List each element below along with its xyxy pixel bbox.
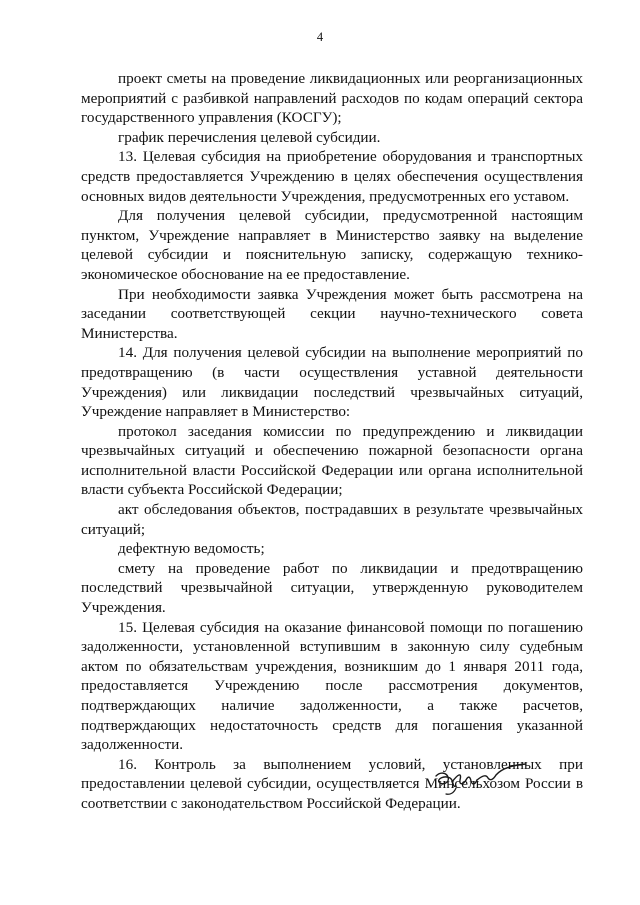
paragraph-clause-13-council: При необходимости заявка Учреждения может быть рассмотрена на заседании соответствующей секции научно-технического совета Министерства.	[81, 285, 583, 342]
paragraph-clause-14: 14. Для получения целевой субсидии на выполнение мероприятий по предотвращению (в части осуществления уставной деятельности Учреждения) или ликвидации последствий чрезвычайных ситуаций, Учреждение направляет в Министерство:	[81, 344, 583, 421]
paragraph-defect-list: дефектную ведомость;	[118, 540, 265, 558]
paragraph-transfer-schedule: график перечисления целевой субсидии.	[118, 128, 381, 146]
paragraph-clause-16: 16. Контроль за выполнением условий, установленных при предоставлении целевой субсидии, осуществляется Минсельхозом России в соответствии с законодательством Российской Федерации.	[81, 755, 583, 812]
paragraph-smeta-project: проект сметы на проведение ликвидационных или реорганизационных мероприятий с разбивкой направлений расходов по кодам операций сектора государственного управления (КОСГУ);	[81, 70, 583, 127]
paragraph-clause-15: 15. Целевая субсидия на оказание финансовой помощи по погашению задолженности, установленной вступившим в законную силу судебным актом по обязательствам учреждения, возникшим до 1 января 2011 года, предоставляется Учреждению после рассмотрения документов, подтверждающих наличие задолженности, а также расчетов, подтверждающих недостаточность средств для погашения указанной задолженности.	[81, 618, 583, 754]
paragraph-work-estimate: смету на проведение работ по ликвидации и предотвращению последствий чрезвычайной ситуации, утвержденную руководителем Учреждения.	[81, 559, 583, 617]
paragraph-inspection-act: акт обследования объектов, пострадавших в результате чрезвычайных ситуаций;	[81, 501, 583, 538]
paragraph-commission-protocol: протокол заседания комиссии по предупреждению и ликвидации чрезвычайных ситуаций и обеспечению пожарной безопасности органа исполнительной власти Российской Федерации или органа исполнительной власти субъекта Российской Федерации;	[81, 422, 583, 499]
page-number: 4	[316, 30, 324, 44]
document-body	[81, 69, 583, 814]
paragraph-clause-13: 13. Целевая субсидия на приобретение оборудования и транспортных средств предоставляется Учреждению в целях обеспечения осуществления основных видов деятельности Учреждения, предусмотренных его уставом.	[81, 148, 583, 205]
handwritten-signature	[430, 758, 540, 798]
paragraph-clause-13-request: Для получения целевой субсидии, предусмотренной настоящим пунктом, Учреждение направляет в Министерство заявку на выделение целевой субсидии и пояснительную записку, содержащую технико-экономическое обоснование на ее предоставление.	[81, 207, 583, 283]
